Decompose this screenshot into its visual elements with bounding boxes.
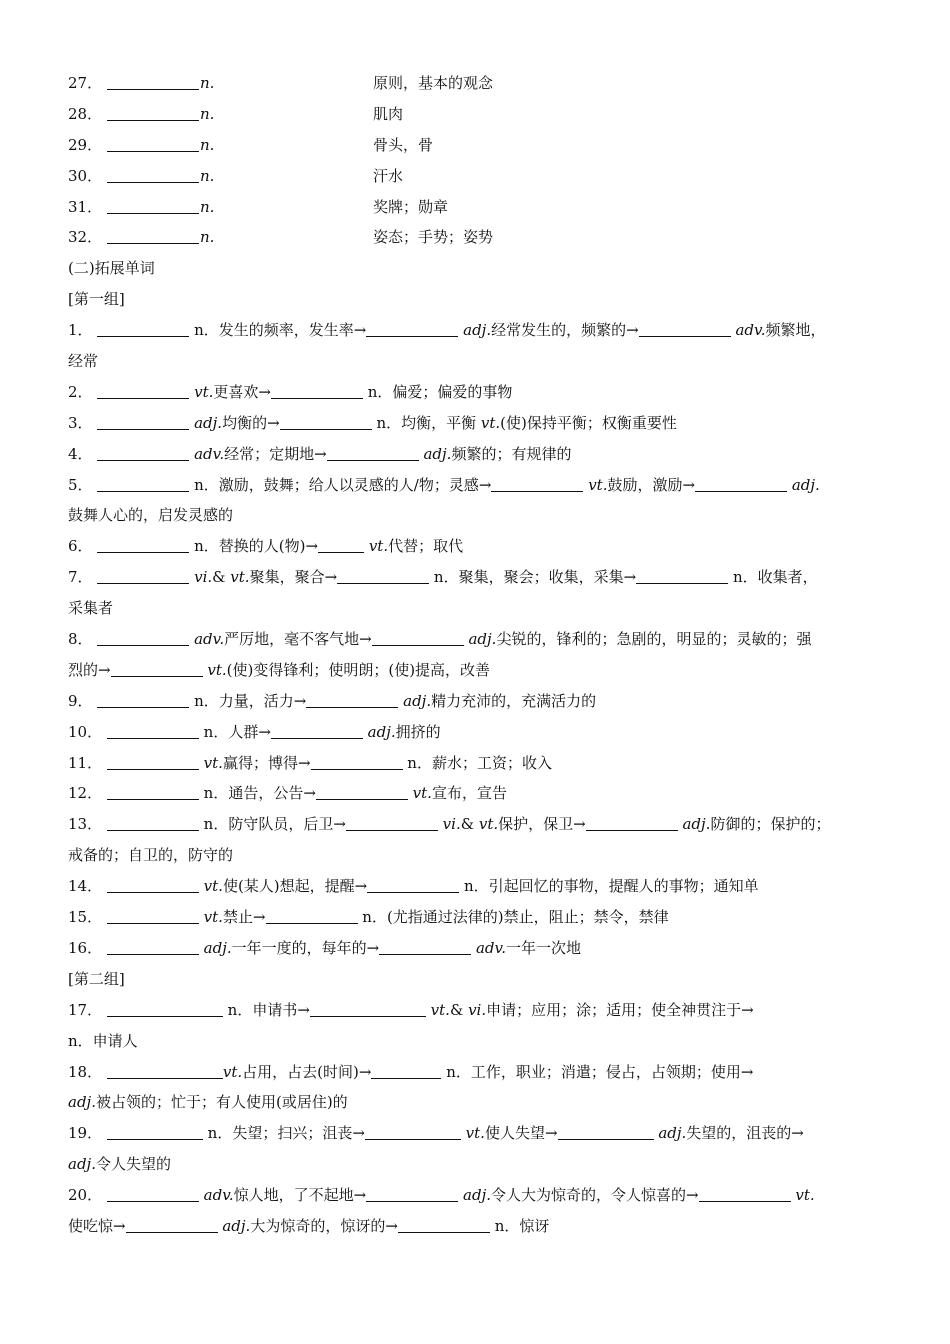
part-of-speech: vt.: [203, 753, 223, 772]
answer-blank[interactable]: [107, 1064, 223, 1079]
meaning: 频繁地，: [765, 321, 826, 340]
meaning: n．收集者，: [732, 568, 818, 587]
part-of-speech: adj.: [682, 815, 711, 834]
part-of-speech: adj.: [423, 444, 452, 463]
item-number: 17．: [68, 1000, 103, 1019]
meaning: 令人大为惊奇的，令人惊喜的→: [491, 1186, 699, 1205]
answer-blank[interactable]: [107, 1187, 199, 1202]
answer-blank[interactable]: [367, 878, 459, 893]
meaning: 姿态；手势；姿势: [373, 228, 494, 247]
meaning: 防御的；保护的；: [710, 815, 831, 834]
meaning: 大为惊奇的，惊讶的→: [250, 1216, 398, 1235]
meaning: 申请；应用；涂；适用；使全神贯注于→: [486, 1000, 754, 1019]
part-of-speech: n.: [200, 104, 215, 123]
answer-blank[interactable]: [107, 1002, 223, 1017]
answer-blank[interactable]: [366, 1187, 458, 1202]
part-of-speech: vt.: [412, 784, 432, 803]
list-item-continuation: [68, 655, 890, 686]
meaning: 汗水: [373, 166, 404, 185]
answer-blank[interactable]: [491, 477, 583, 492]
part-of-speech: n.: [200, 197, 215, 216]
list-item: [68, 1118, 890, 1149]
item-number: 6．: [68, 537, 93, 556]
meaning: 频繁的；有规律的: [451, 444, 572, 463]
item-number: 5．: [68, 475, 93, 494]
meaning: n．薪水；工资；收入: [407, 753, 552, 772]
meaning: 保护，保卫→: [498, 815, 586, 834]
list-item: [68, 130, 890, 161]
list-item: [68, 748, 890, 779]
meaning: (使)变得锋利；使明朗；(使)提高，改善: [226, 660, 491, 679]
conjunction: &: [449, 1000, 469, 1019]
part-of-speech: n.: [200, 135, 215, 154]
meaning: 尖锐的，锋利的；急剧的，明显的；灵敏的；强: [496, 630, 812, 649]
meaning: (使)保持平衡；权衡重要性: [500, 413, 677, 432]
meaning: 惊人地，了不起地→: [233, 1186, 367, 1205]
part-of-speech: vt.: [194, 382, 214, 401]
answer-blank[interactable]: [398, 1218, 490, 1233]
part-of-speech: vt.: [230, 568, 250, 587]
meaning: n．人群→: [203, 722, 271, 741]
meaning: n．发生的频率，发生率→: [194, 321, 367, 340]
part-of-speech: vt.: [222, 1062, 243, 1081]
answer-blank[interactable]: [107, 878, 199, 893]
item-number: 30．: [68, 166, 103, 185]
answer-blank[interactable]: [107, 75, 199, 90]
meaning: n．偏爱；偏爱的事物: [367, 382, 513, 401]
answer-blank[interactable]: [97, 631, 189, 646]
part-of-speech: vt.: [203, 908, 223, 927]
list-item: [68, 995, 890, 1026]
meaning: 更喜欢→: [213, 382, 271, 401]
item-number: 27．: [68, 74, 103, 92]
answer-blank[interactable]: [337, 569, 429, 584]
list-item: [68, 68, 890, 99]
item-number: 31．: [68, 197, 103, 216]
answer-blank[interactable]: [558, 1125, 654, 1140]
answer-blank[interactable]: [107, 940, 199, 955]
list-item: [68, 99, 890, 130]
meaning: 代替；取代: [388, 537, 464, 556]
answer-blank[interactable]: [107, 816, 199, 831]
answer-blank[interactable]: [107, 106, 199, 121]
part-of-speech: adj.: [367, 722, 396, 741]
part-of-speech: vt.: [207, 660, 227, 679]
answer-blank[interactable]: [372, 631, 464, 646]
part-of-speech: adv.: [194, 444, 225, 463]
meaning: n．均衡，平衡: [376, 413, 477, 432]
answer-blank[interactable]: [310, 1002, 426, 1017]
meaning: n．力量，活力→: [194, 691, 307, 710]
list-item-continuation: n．申请人: [68, 1031, 138, 1050]
item-number: 1．: [68, 321, 93, 340]
group-label: [第一组]: [68, 290, 125, 309]
meaning: 失望的，沮丧的→: [686, 1124, 804, 1143]
meaning: 严厉地，毫不客气地→: [224, 630, 372, 649]
item-number: 3．: [68, 413, 93, 432]
list-item: [68, 562, 890, 593]
group-label: [第二组]: [68, 969, 125, 988]
answer-blank[interactable]: [346, 816, 438, 831]
list-item: [68, 531, 890, 562]
list-item: [68, 624, 890, 655]
answer-blank[interactable]: [107, 229, 199, 244]
meaning: 均衡的→: [222, 413, 280, 432]
meaning: 经常；定期地→: [224, 444, 327, 463]
list-item: [68, 686, 890, 717]
meaning: n．聚集，聚会；收集，采集→: [433, 568, 637, 587]
part-of-speech: vt.: [430, 1000, 450, 1019]
meaning: 精力充沛的，充满活力的: [431, 691, 597, 710]
meaning: 宣布，宣告: [431, 784, 507, 803]
meaning: n．激励，鼓舞；给人以灵感的人/物；灵感→: [194, 475, 492, 494]
meaning: 一年一度的，每年的→: [231, 938, 380, 957]
answer-blank[interactable]: [107, 909, 199, 924]
meaning: 聚集，聚合→: [249, 568, 338, 587]
section-title: (二)拓展单词: [68, 259, 155, 278]
answer-blank[interactable]: [316, 785, 408, 800]
item-number: 20．: [68, 1186, 103, 1205]
answer-blank[interactable]: [271, 384, 363, 399]
meaning: n．失望；扫兴；沮丧→: [207, 1124, 365, 1143]
part-of-speech: adj.: [222, 1216, 251, 1235]
meaning: 禁止→: [222, 908, 266, 927]
part-of-speech: adj.: [791, 475, 820, 494]
meaning: n．申请书→: [227, 1000, 310, 1019]
answer-blank[interactable]: [97, 538, 189, 553]
meaning: 被占领的；忙于；有人使用(或居住)的: [95, 1093, 348, 1112]
list-item: [68, 778, 890, 809]
part-of-speech: adv.: [194, 630, 225, 649]
part-of-speech: adj.: [203, 938, 232, 957]
answer-blank[interactable]: [271, 724, 363, 739]
meaning: n．替换的人(物)→: [194, 537, 319, 556]
list-item: [68, 470, 890, 501]
item-number: 9．: [68, 691, 93, 710]
answer-blank[interactable]: [107, 724, 199, 739]
item-number: 11．: [68, 753, 103, 772]
answer-blank[interactable]: [699, 1187, 791, 1202]
item-number: 28．: [68, 104, 103, 123]
item-number: 19．: [68, 1124, 103, 1143]
meaning: 奖牌；勋章: [373, 197, 449, 216]
item-number: 12．: [68, 784, 103, 803]
list-item: [68, 902, 890, 933]
part-of-speech: n.: [200, 166, 215, 185]
list-item: [68, 315, 890, 346]
answer-blank[interactable]: [365, 1125, 461, 1140]
answer-blank[interactable]: [97, 693, 189, 708]
item-number: 16．: [68, 938, 103, 957]
list-item-continuation: [68, 1211, 890, 1242]
answer-blank[interactable]: [97, 477, 189, 492]
answer-blank[interactable]: [636, 569, 728, 584]
meaning: n．惊讶: [494, 1216, 550, 1235]
part-of-speech: adj.: [68, 1155, 96, 1174]
part-of-speech: n.: [200, 74, 215, 92]
part-of-speech: adj.: [463, 1186, 491, 1205]
meaning: 鼓励，激励→: [607, 475, 696, 494]
meaning: 赢得；博得→: [222, 753, 311, 772]
item-number: 4．: [68, 444, 93, 463]
answer-blank[interactable]: [311, 755, 403, 770]
list-item: [68, 222, 890, 253]
list-item-continuation: 鼓舞人心的，启发灵感的: [68, 506, 234, 525]
meaning: n．引起回忆的事物，提醒人的事物；通知单: [464, 877, 759, 896]
meaning: 使人失望→: [484, 1124, 558, 1143]
part-of-speech: adv.: [203, 1186, 234, 1205]
part-of-speech: vt.: [478, 815, 499, 834]
meaning: 使吃惊→: [68, 1216, 126, 1235]
meaning: n．(尤指通过法律的)禁止，阻止；禁令，禁律: [362, 908, 669, 927]
answer-blank[interactable]: [366, 322, 458, 337]
part-of-speech: adj.: [403, 691, 432, 710]
meaning: 烈的→: [68, 660, 111, 679]
list-item: [68, 1180, 890, 1211]
part-of-speech: vi.: [194, 568, 213, 587]
part-of-speech: adv.: [735, 321, 766, 340]
meaning: 使(某人)想起，提醒→: [222, 877, 368, 896]
meaning: 令人失望的: [95, 1155, 171, 1174]
list-item: [68, 377, 890, 408]
list-item-continuation: [68, 1087, 890, 1118]
part-of-speech: vt.: [795, 1186, 815, 1205]
list-item: [68, 1057, 890, 1088]
answer-blank[interactable]: [107, 168, 199, 183]
meaning: n．通告，公告→: [203, 784, 316, 803]
answer-blank[interactable]: [97, 322, 189, 337]
part-of-speech: vt.: [480, 413, 501, 432]
part-of-speech: vt.: [465, 1124, 485, 1143]
list-item-continuation: 戒备的；自卫的，防守的: [68, 846, 234, 865]
answer-blank[interactable]: [695, 477, 787, 492]
meaning: 骨头，骨: [373, 135, 434, 154]
meaning: 一年一次地: [506, 938, 582, 957]
item-number: 29．: [68, 135, 103, 154]
answer-blank[interactable]: [280, 415, 372, 430]
answer-blank[interactable]: [371, 1064, 441, 1079]
item-number: 32．: [68, 228, 103, 247]
conjunction: &: [212, 568, 231, 587]
meaning: 肌肉: [373, 104, 404, 123]
part-of-speech: vt.: [588, 475, 608, 494]
answer-blank[interactable]: [318, 538, 364, 553]
answer-blank[interactable]: [107, 785, 199, 800]
list-item: [68, 408, 890, 439]
item-number: 7．: [68, 568, 93, 587]
meaning: n．防守队员，后卫→: [203, 815, 346, 834]
part-of-speech: vt.: [203, 877, 223, 896]
answer-blank[interactable]: [97, 384, 189, 399]
list-item-continuation: 采集者: [68, 599, 114, 618]
answer-blank[interactable]: [327, 446, 419, 461]
meaning: 经常发生的，频繁的→: [491, 321, 639, 340]
part-of-speech: adj.: [463, 321, 492, 340]
part-of-speech: adv.: [475, 938, 506, 957]
list-item: [68, 439, 890, 470]
answer-blank[interactable]: [107, 755, 199, 770]
answer-blank[interactable]: [379, 940, 471, 955]
answer-blank[interactable]: [306, 693, 398, 708]
part-of-speech: vt.: [368, 537, 389, 556]
part-of-speech: adj.: [194, 413, 223, 432]
list-item: [68, 717, 890, 748]
answer-blank[interactable]: [266, 909, 358, 924]
list-item: [68, 161, 890, 192]
part-of-speech: vi.: [468, 1000, 487, 1019]
item-number: 2．: [68, 382, 93, 401]
part-of-speech: adj.: [468, 630, 497, 649]
part-of-speech: n.: [200, 228, 215, 247]
list-item: [68, 871, 890, 902]
conjunction: &: [460, 815, 479, 834]
item-number: 15．: [68, 908, 103, 927]
item-number: 13．: [68, 815, 103, 834]
answer-blank[interactable]: [97, 569, 189, 584]
meaning: 原则，基本的观念: [373, 74, 494, 92]
worksheet-page: [68, 68, 890, 1242]
list-item-continuation: [68, 1149, 890, 1180]
answer-blank[interactable]: [586, 816, 678, 831]
answer-blank[interactable]: [639, 322, 731, 337]
answer-blank[interactable]: [111, 662, 203, 677]
item-number: 14．: [68, 877, 103, 896]
answer-blank[interactable]: [107, 137, 199, 152]
item-number: 10．: [68, 722, 103, 741]
meaning: n．工作，职业；消遣；侵占，占领期；使用→: [446, 1062, 754, 1081]
meaning: 拥挤的: [395, 722, 441, 741]
item-number: 8．: [68, 630, 93, 649]
meaning: 占用，占去(时间)→: [242, 1062, 372, 1081]
item-number: 18．: [68, 1062, 103, 1081]
list-item: [68, 933, 890, 964]
answer-blank[interactable]: [107, 199, 199, 214]
part-of-speech: vi.: [442, 815, 461, 834]
part-of-speech: adj.: [658, 1124, 687, 1143]
answer-blank[interactable]: [126, 1218, 218, 1233]
answer-blank[interactable]: [97, 446, 189, 461]
list-item: [68, 192, 890, 223]
list-item-continuation: 经常: [68, 352, 99, 371]
answer-blank[interactable]: [107, 1125, 203, 1140]
part-of-speech: adj.: [68, 1093, 96, 1112]
list-item: [68, 809, 890, 840]
answer-blank[interactable]: [97, 415, 189, 430]
